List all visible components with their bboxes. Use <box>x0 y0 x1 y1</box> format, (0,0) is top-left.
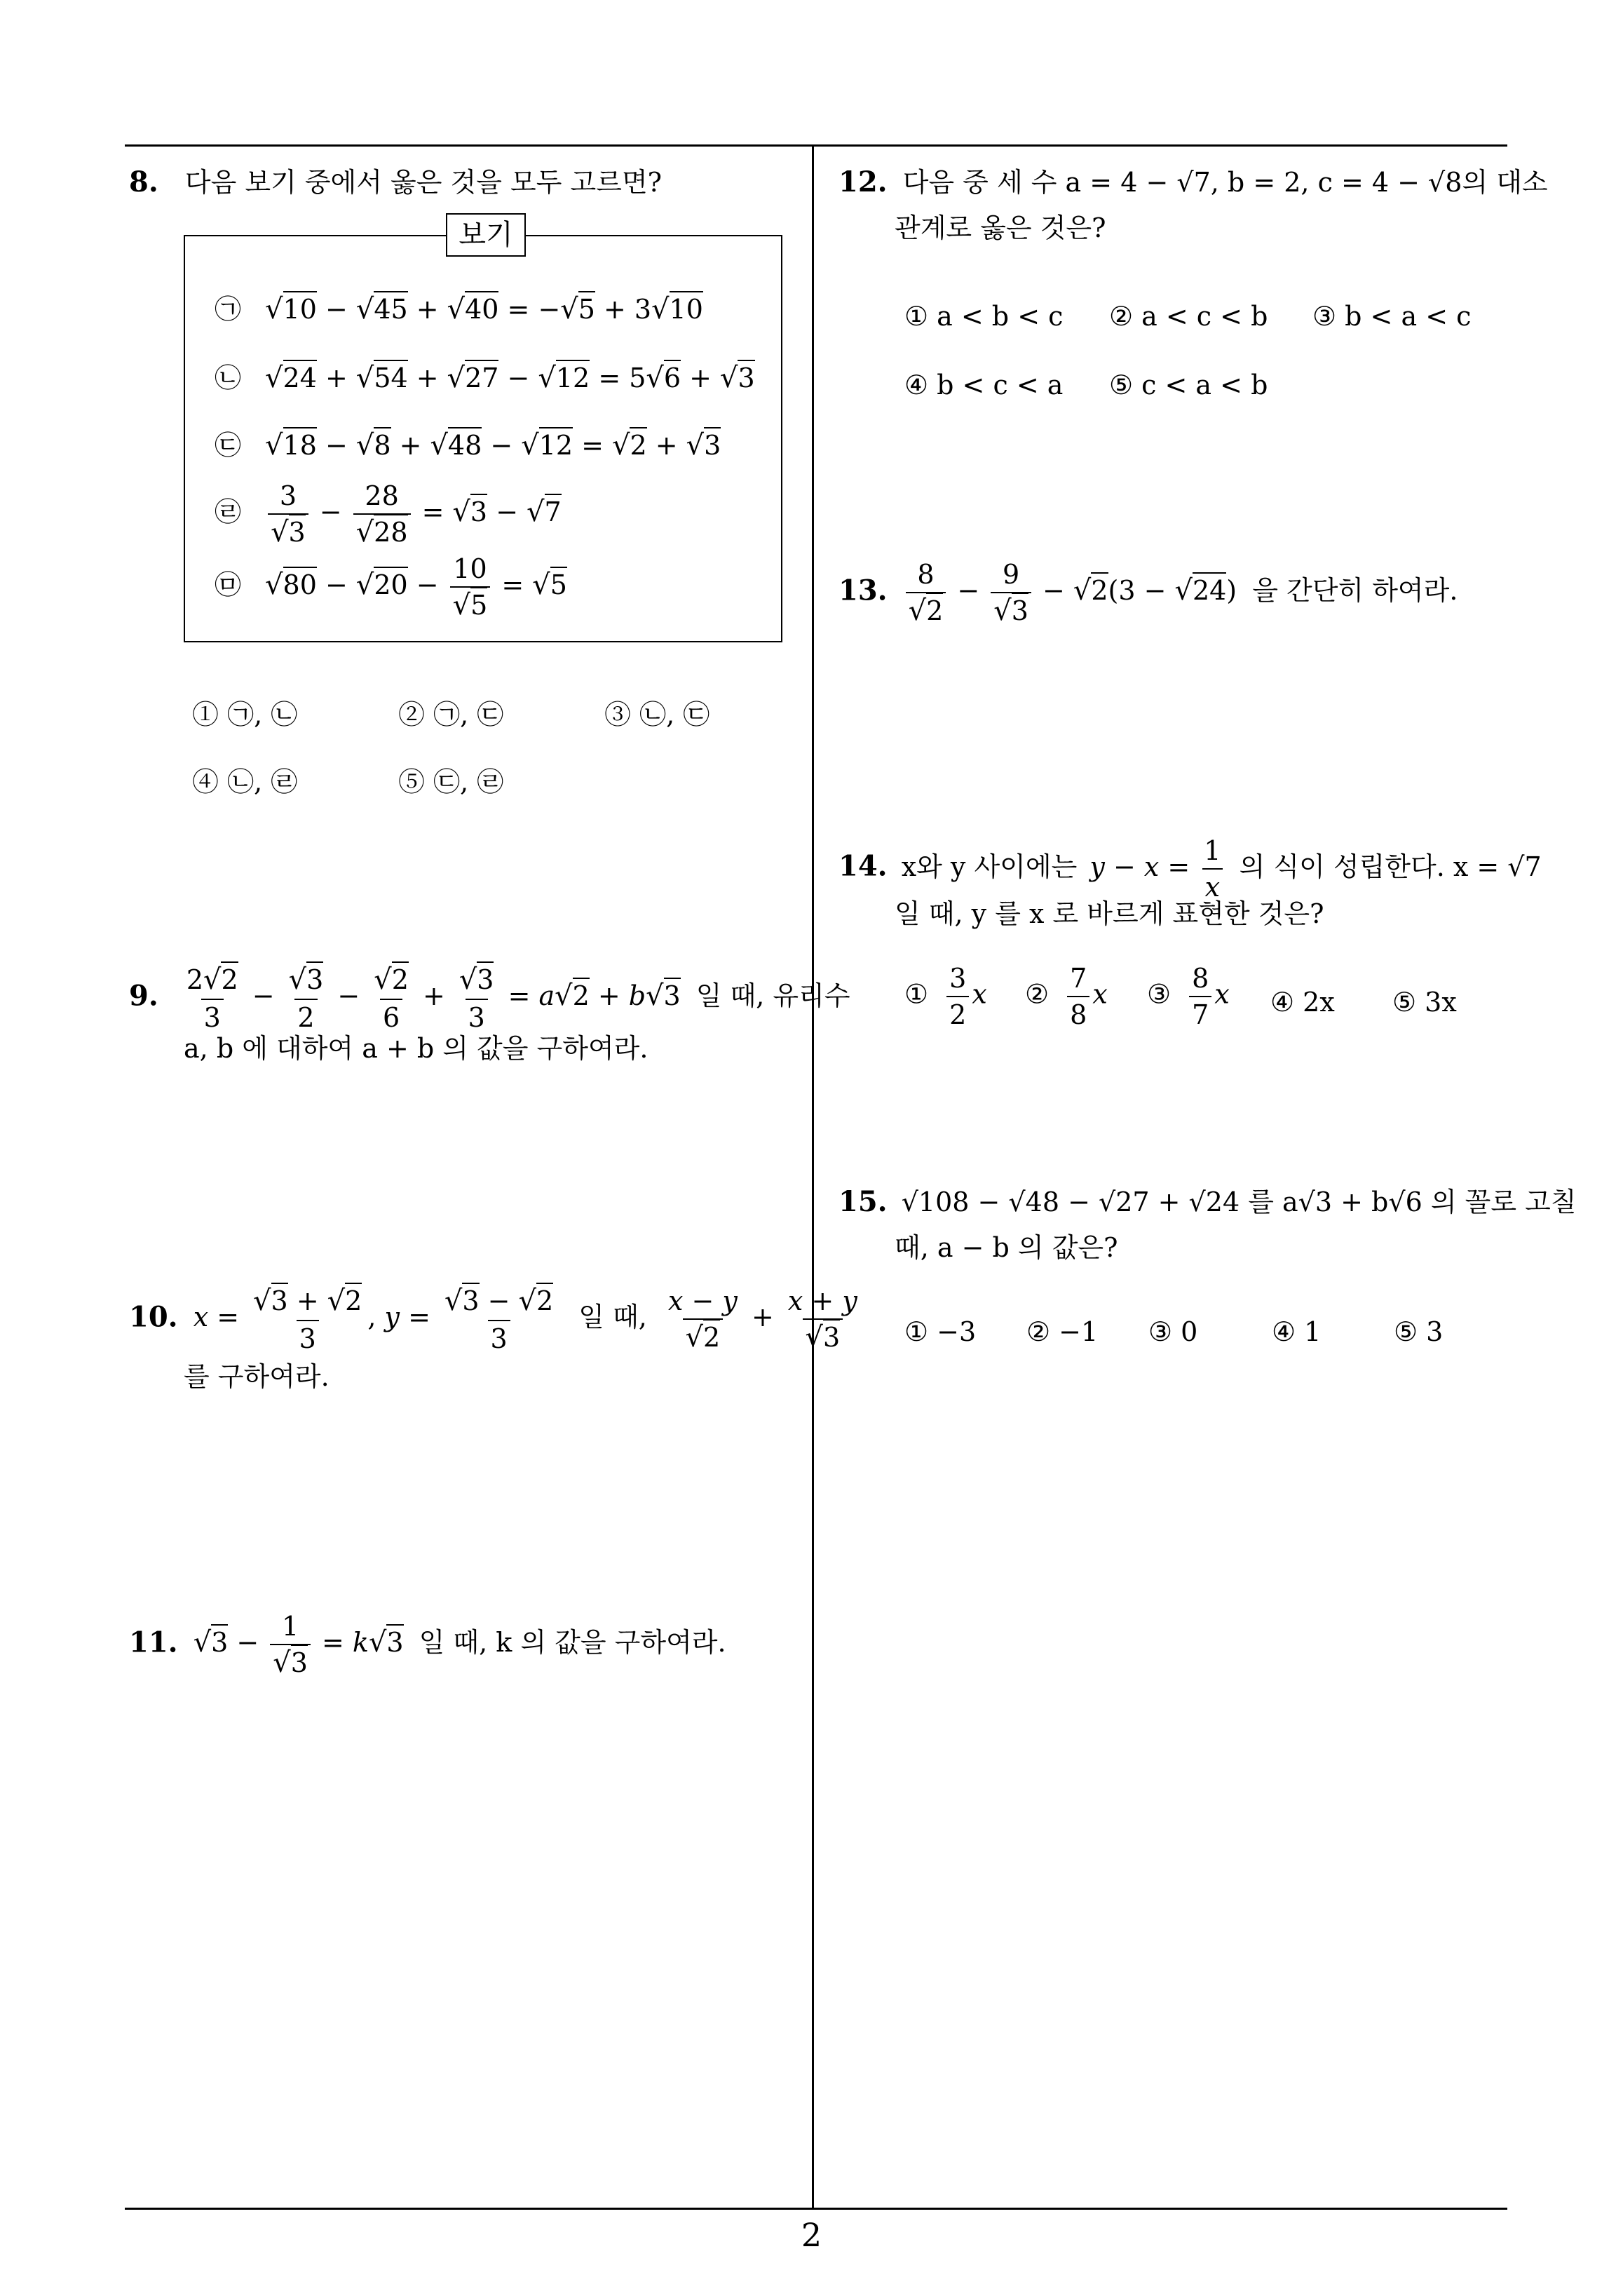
equation: $\frac{2√2}{3}$ − $\frac{√3}{2}$ − $\frac{√2}{6}$ + $\frac{√3}{3}$ = a√2 + b√3 <box>181 980 689 1011</box>
marker: ㉢ <box>215 430 242 461</box>
q14-option-1[interactable]: ① $\frac{3}{2}$ x <box>904 963 987 1030</box>
question-text: 일 때, 유리수 <box>695 980 850 1012</box>
expression: $\frac{x - y}{√2}$ + $\frac{x + y}{√3}$ <box>667 1285 857 1353</box>
question-15-line-2: 때, a − b 의 값은? <box>895 1232 1118 1263</box>
q12-option-3[interactable]: ③ b < a < c <box>1312 301 1472 332</box>
q8-option-4[interactable]: ④ ㉡, ㉣ <box>192 767 298 797</box>
expression: √24 + √54 + √27 − √12 = 5√6 + √3 <box>265 363 755 393</box>
question-text: √108 − √48 − √27 + √24 를 a√3 + b√6 의 꼴로 고칠 <box>901 1187 1577 1217</box>
question-15 <box>838 1185 1577 1218</box>
column-divider <box>812 146 814 2209</box>
example-item-1 <box>215 293 703 325</box>
question-9-line-2: a, b 에 대하여 a + b 의 값을 구하여라. <box>184 1033 648 1064</box>
marker: ㉡ <box>215 363 242 393</box>
q8-option-5[interactable]: ⑤ ㉢, ㉣ <box>398 767 504 797</box>
q15-option-3[interactable]: ③ 0 <box>1148 1316 1198 1347</box>
question-number: 10. <box>129 1300 178 1334</box>
example-box-label: 보기 <box>446 213 526 257</box>
question-text: 을 간단히 하여라. <box>1252 575 1458 607</box>
q14-option-3[interactable]: ③ $\frac{8}{7}$ x <box>1147 963 1230 1030</box>
q8-option-3[interactable]: ③ ㉡, ㉢ <box>604 699 710 730</box>
q8-option-1[interactable]: ① ㉠, ㉡ <box>192 699 298 730</box>
example-item-5 <box>215 555 567 620</box>
question-9 <box>129 966 850 1031</box>
q15-option-2[interactable]: ② −1 <box>1026 1316 1099 1347</box>
q8-option-2[interactable]: ② ㉠, ㉢ <box>398 699 504 730</box>
question-10 <box>129 1285 863 1354</box>
option-marker: ③ <box>1147 978 1172 1010</box>
expression: √18 − √8 + √48 − √12 = √2 + √3 <box>265 430 721 461</box>
question-number: 12. <box>838 166 888 198</box>
marker: ㉠ <box>215 294 242 325</box>
expression: √80 − √20 − $\frac{10}{√5}$ = √5 <box>265 553 567 621</box>
question-14-line-2: 일 때, y 를 x 로 바르게 표현한 것은? <box>895 898 1324 929</box>
equation: x = $\frac{√3 + √2}{3}$ , y = $\frac{√3 - √2}{3}$ <box>193 1302 568 1332</box>
equation: √3 − $\frac{1}{√3}$ = k√3 <box>193 1611 404 1679</box>
q12-option-2[interactable]: ② a < c < b <box>1109 301 1268 332</box>
question-text: 다음 보기 중에서 옳은 것을 모두 고르면? <box>184 167 663 198</box>
question-number: 11. <box>129 1626 178 1659</box>
question-number: 13. <box>838 574 888 607</box>
q15-option-4[interactable]: ④ 1 <box>1272 1316 1322 1347</box>
q12-option-1[interactable]: ① a < b < c <box>904 301 1064 332</box>
question-10-line-2: 를 구하여라. <box>184 1361 330 1392</box>
example-item-2 <box>215 362 755 394</box>
bottom-rule <box>125 2208 1507 2210</box>
question-number: 14. <box>838 849 888 883</box>
example-item-3 <box>215 429 721 461</box>
q15-option-5[interactable]: ⑤ 3 <box>1394 1316 1444 1347</box>
example-item-4 <box>215 482 562 547</box>
q14-option-2[interactable]: ② $\frac{7}{8}$ x <box>1025 963 1108 1030</box>
question-text: 다음 중 세 수 a = 4 − √7, b = 2, c = 4 − √8의 대소 <box>902 167 1548 198</box>
expression: $\frac{8}{√2}$ − $\frac{9}{√3}$ − √2(3 − √24) <box>903 575 1246 606</box>
q12-option-4[interactable]: ④ b < c < a <box>904 370 1064 400</box>
question-text: 일 때, k 의 값을 구하여라. <box>419 1627 726 1659</box>
marker: ㉣ <box>215 497 242 528</box>
question-number: 15. <box>838 1185 888 1218</box>
q14-option-5[interactable]: ⑤ 3x <box>1392 987 1457 1018</box>
question-11 <box>129 1613 726 1677</box>
question-text-b: 의 식이 성립한다. x = √7 <box>1239 851 1542 882</box>
expression: √10 − √45 + √40 = −√5 + 3√10 <box>265 294 703 325</box>
question-text: x와 y 사이에는 <box>901 851 1078 882</box>
q12-option-5[interactable]: ⑤ c < a < b <box>1109 370 1268 400</box>
question-14 <box>838 835 1542 903</box>
marker: ㉤ <box>215 569 242 601</box>
equation: y − x = $\frac{1}{x}$ <box>1089 851 1235 882</box>
q15-option-1[interactable]: ① −3 <box>904 1316 977 1347</box>
option-marker: ② <box>1025 978 1050 1010</box>
question-12 <box>838 168 1548 196</box>
question-8 <box>129 168 662 196</box>
question-number: 8. <box>129 166 158 198</box>
page-number: 2 <box>801 2216 822 2254</box>
question-number: 9. <box>129 979 158 1013</box>
question-13 <box>838 561 1458 626</box>
q14-option-4[interactable]: ④ 2x <box>1270 987 1335 1018</box>
expression: $\frac{3}{√3}$ − $\frac{28}{√28}$ = √3 − √7 <box>265 497 562 527</box>
question-text: 일 때, <box>578 1302 647 1333</box>
question-12-line-2: 관계로 옳은 것은? <box>895 212 1106 243</box>
top-rule <box>125 144 1507 147</box>
option-marker: ① <box>904 978 929 1010</box>
